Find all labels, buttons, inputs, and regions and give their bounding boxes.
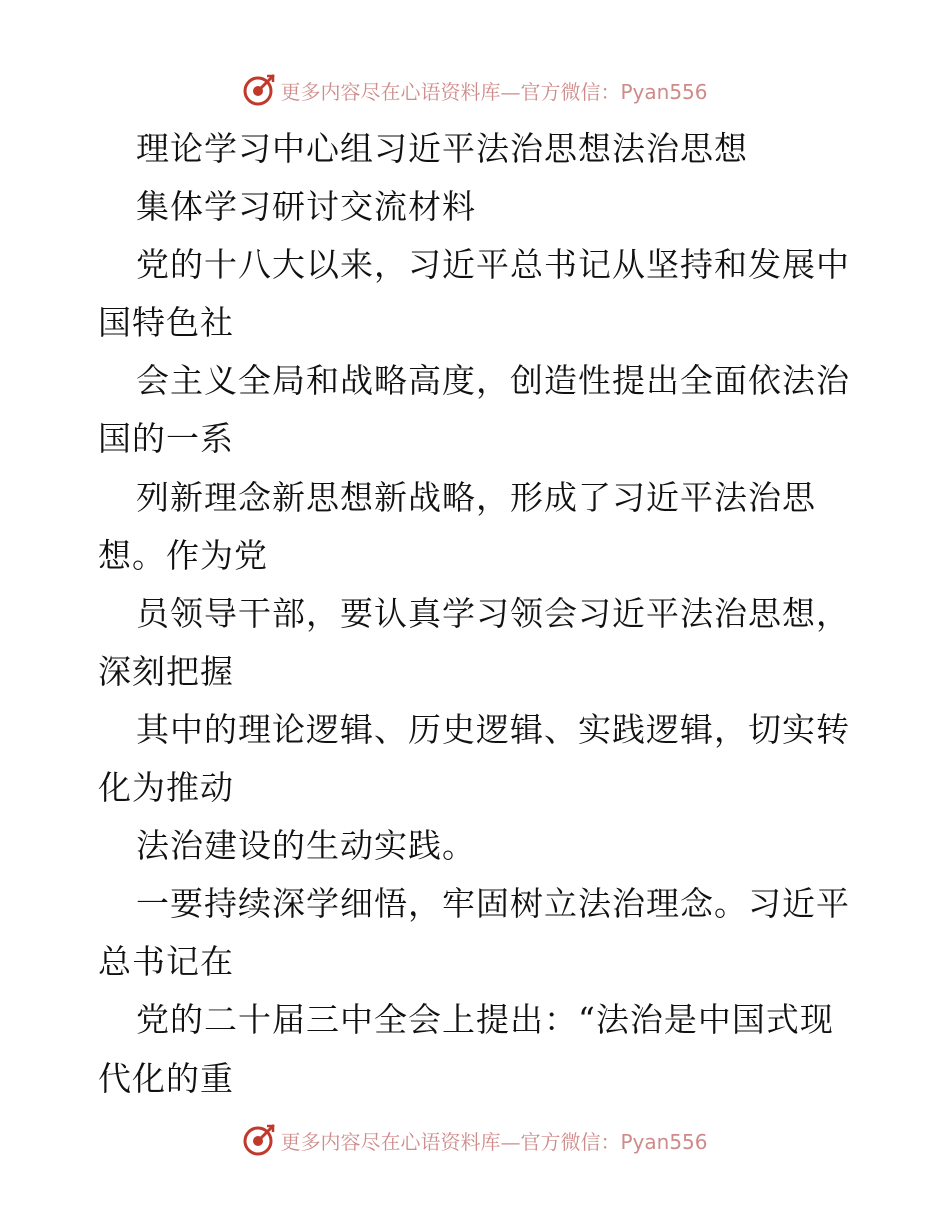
text-line: 一要持续深学细悟，牢固树立法治理念。习近平: [136, 884, 850, 924]
text-line: 国的一系: [98, 419, 234, 459]
text-line: 深刻把握: [98, 651, 234, 691]
footer-banner: [0, 1120, 950, 1160]
text-line: 想。作为党: [98, 535, 268, 575]
text-line: 化为推动: [98, 768, 234, 808]
text-line: 党的二十届三中全会上提出：“法治是中国式现: [136, 1000, 834, 1040]
text-line: 总书记在: [98, 942, 234, 982]
footer-wechat-id: Pyan556: [620, 1129, 708, 1154]
text-line: 国特色社: [98, 303, 234, 343]
brand-logo-icon: [242, 1123, 276, 1157]
text-line: 党的十八大以来，习近平总书记从坚持和发展中: [136, 245, 850, 285]
header-banner-text: 更多内容尽在心语资料库—官方微信：Pyan556: [280, 79, 708, 104]
text-line: 法治建设的生动实践。: [136, 826, 476, 866]
header-banner: [0, 70, 950, 110]
footer-banner-text: 更多内容尽在心语资料库—官方微信：Pyan556: [280, 1129, 708, 1154]
text-line: 理论学习中心组习近平法治思想法治思想: [136, 129, 748, 168]
text-line: 代化的重: [98, 1058, 234, 1098]
text-line: 其中的理论逻辑、历史逻辑、实践逻辑，切实转: [136, 709, 850, 749]
text-line: 员领导干部，要认真学习领会习近平法治思想，: [136, 593, 850, 633]
brand-logo-icon: [242, 73, 276, 107]
document-body: [98, 120, 858, 1108]
header-wechat-id: Pyan556: [620, 79, 708, 104]
text-line: 列新理念新思想新战略，形成了习近平法治思: [136, 477, 816, 517]
text-line: 集体学习研讨交流材料: [136, 187, 476, 227]
text-line: 会主义全局和战略高度，创造性提出全面依法治: [136, 361, 850, 401]
